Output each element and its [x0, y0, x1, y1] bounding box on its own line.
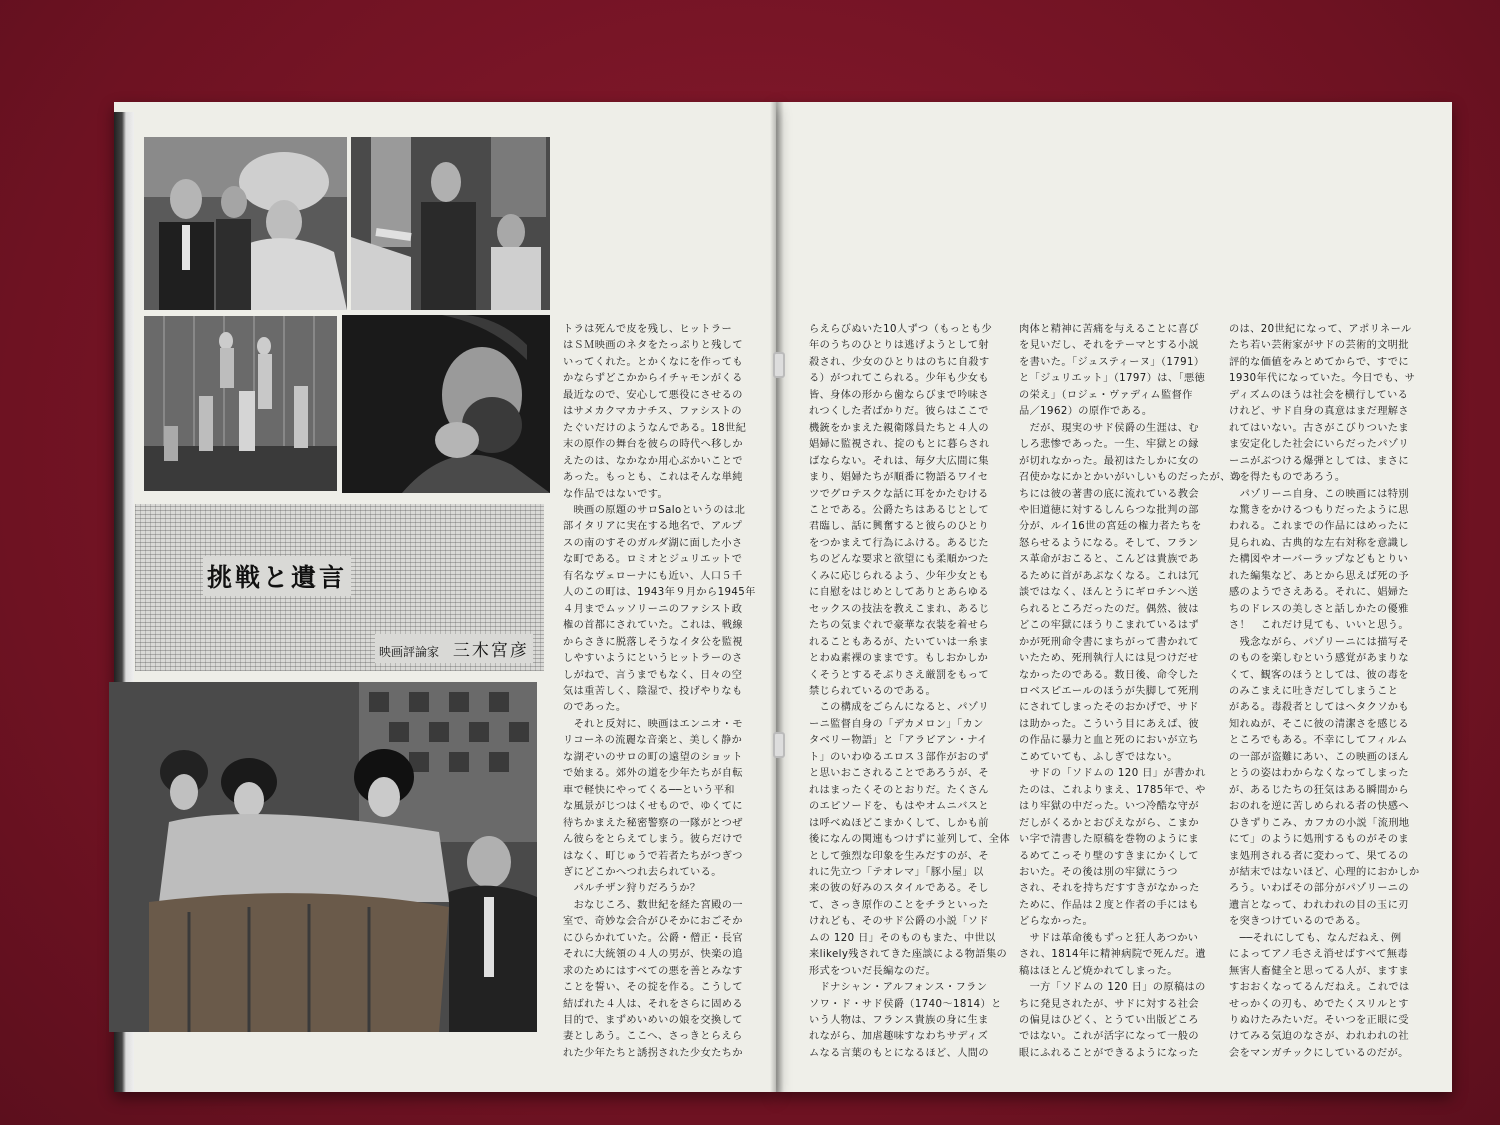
text-line: 娼婦に監視され、掟のもとに暮らされ	[809, 439, 990, 451]
text-line: けれども、そのサド公爵の小説「ソド	[809, 916, 989, 928]
text-line: され、1814年に精神病院で死んだ。遺	[1019, 949, 1206, 961]
photo-man-smoking	[342, 315, 550, 493]
text-line: は助かった。こういう目にあえば、彼	[1019, 718, 1199, 730]
text-line: ん彼らをとらえてしまう。彼らだけで	[563, 834, 743, 846]
photo-men-pointing	[351, 137, 550, 310]
text-line: しがねで、言うまでもなく、日々の空	[563, 669, 743, 681]
text-line: 車で軽快にやってくる──という平和	[563, 784, 735, 796]
text-line: な作品ではないです。	[563, 488, 669, 500]
text-line: のは、20世紀になって、アポリネール	[1229, 324, 1412, 335]
title-box	[135, 504, 544, 671]
text-line: ソワ・ド・サド侯爵（1740〜1814）と	[809, 998, 1002, 1010]
text-line: セックスの技法を教えこまれ、あるじ	[809, 603, 990, 615]
text-line: 当を得たものであろう。	[1229, 472, 1346, 484]
text-line: ちに発見されたが、サドに対する社会	[1019, 998, 1199, 1010]
text-line: ちのドレスの美しさと話しかたの優雅	[1229, 603, 1409, 615]
text-line: まり、娼婦たちが順番に物語るワイセ	[809, 472, 989, 484]
text-line: くみに応じられるよう、少年少女とも	[809, 570, 989, 582]
text-line: は呼べぬほどこまかくして、しかも前	[809, 817, 989, 829]
text-line: からさきに脱落しそうなイタ公を監視	[563, 636, 743, 648]
text-line: 人のこの町は、1943年９月から1945年	[563, 587, 756, 599]
text-line: ト」のいわゆるエロス３部作がおのず	[809, 751, 989, 763]
text-line: ──それにしても、なんだねえ、例	[1229, 932, 1402, 944]
text-line: この構成をごらんになると、パゾリ	[809, 702, 989, 714]
text-line: れつくした者ばかりだ。彼らはここで	[809, 406, 989, 418]
text-line: とうの姿はわからなくなってしまった	[1229, 768, 1409, 780]
text-line: たちの気まぐれで豪華な衣装を着せら	[809, 620, 989, 632]
text-line: ちには彼の著書の底に流れている教会	[1019, 488, 1199, 500]
text-line: ために、作品は２度と作者の手にはも	[1019, 899, 1199, 911]
text-line: のものを楽しむという感覚があまりな	[1229, 653, 1409, 665]
text-line: ところでもある。不幸にしてフィルム	[1229, 735, 1408, 747]
text-line: 年のうちのひとりは逃げようとして射	[809, 340, 989, 352]
text-line: として強烈な印象を生みだすのが、そ	[809, 850, 989, 862]
text-line: 後になんの関連もつけずに並列して、全体	[809, 834, 1010, 846]
text-line: のであった。	[563, 702, 627, 714]
text-line: 談ではなく、ほんとうにギロチンへ送	[1019, 587, 1199, 599]
text-line: の作品に暴力と血と死のにおいが立ち	[1019, 735, 1199, 747]
text-line: おなじころ、数世紀を経た宮殿の一	[563, 899, 743, 911]
text-line: られるところだったのだ。偶然、彼は	[1019, 603, 1199, 615]
text-line: な驚きをかけるつもりだったように思	[1229, 504, 1409, 516]
text-line: だしがくるかとおびえながら、こまか	[1019, 817, 1199, 829]
text-line: によってアノ毛さえ消せばすべて無毒	[1229, 949, 1408, 961]
text-line: りぬけたみたいだ。そいつを正眼に受	[1229, 1015, 1409, 1027]
text-line: それに大統領の４人の男が、快楽の追	[563, 949, 743, 961]
text-line: ス革命がおこると、こんどは貴族であ	[1019, 554, 1199, 566]
text-line: 権の首都にされていた。これは、戦線	[563, 620, 743, 632]
text-line: 分が、ルイ16世の宮廷の権力者たちを	[1019, 521, 1202, 533]
text-line: れた編集など、あとから思えば死の予	[1229, 570, 1409, 582]
text-line: 室で、奇妙な会合がひそかにおごそか	[563, 916, 743, 928]
text-line: ことを誓い、その掟を作る。こうして	[563, 982, 743, 994]
text-line: のエピソードを、もはやオムニバスと	[809, 801, 989, 813]
text-line: らえらびぬいた10人ずつ（もっとも少	[809, 324, 993, 335]
text-line: けてみる気迫のなさが、われわれの社	[1229, 1031, 1409, 1043]
text-line: ばならない。それは、毎夕大広間に集	[809, 455, 989, 467]
text-line: を突きつけているのである。	[1229, 916, 1367, 928]
text-line: 君臨し、話に興奮すると彼らのひとり	[809, 521, 989, 533]
text-line: しろ悲惨であった。一生、牢獄との縁	[1019, 439, 1199, 451]
text-line: 残念ながら、パゾリーニには描写そ	[1229, 636, 1409, 648]
text-line: 有名なヴェローナにも近い、人口５千	[563, 570, 743, 582]
text-line: 遺言となって、われわれの目の玉に刃	[1229, 899, 1409, 911]
text-line: とわぬ素裸のままです。もしおかしか	[809, 653, 989, 665]
text-line: れながら、加虐趣味すなわちサディズ	[809, 1031, 989, 1043]
text-line: 殺され、少女のひとりはのちに自殺す	[809, 356, 990, 368]
text-line: で始まる。郊外の道を少年たちが自転	[563, 768, 743, 780]
text-line: 怒らせるようになる。そして、フラン	[1019, 537, 1199, 549]
text-column-2	[809, 322, 1009, 1062]
text-line: され、それを持ちだすすきがなかった	[1019, 883, 1200, 895]
text-column-1	[563, 322, 763, 1062]
text-line: 末の原作の舞台を彼らの時代へ移しか	[563, 439, 743, 451]
text-line: タベリー物語」と「アラビアン・ナイ	[809, 735, 988, 747]
text-line: 稿はほとんど焼かれてしまった。	[1019, 965, 1178, 977]
text-line: が、あるじたちの狂気はある瞬間から	[1229, 784, 1409, 796]
byline-role: 映画評論家	[379, 645, 440, 659]
staple	[773, 732, 785, 758]
text-line: いってくれた。とかくなにを作っても	[563, 356, 743, 368]
text-line: 気は重苦しく、陰湿で、投げやりなも	[563, 685, 743, 697]
text-line: ちのどんな要求と欲望にも柔順かつた	[809, 554, 989, 566]
text-line: どらなかった。	[1019, 916, 1094, 928]
text-line: パゾリーニ自身、この映画には特別	[1229, 488, 1409, 500]
text-line: れることもあるが、たいていは一糸ま	[809, 636, 989, 648]
text-line: すおおくなってるんだねえ。これでは	[1229, 982, 1410, 994]
text-line: はＳＭ映画のネタをたっぷりと残して	[563, 340, 743, 352]
text-line: ひきずりこみ、カフカの小説「流刑地	[1229, 817, 1410, 829]
text-line: ま安定化した社会にいらだったパゾリ	[1229, 439, 1409, 451]
text-line: 肉体と精神に苦痛を与えることに喜び	[1019, 324, 1199, 335]
text-line: を書いた。「ジュスティーヌ」（1791）	[1019, 356, 1205, 368]
text-line: それと反対に、映画はエンニオ・モ	[563, 718, 743, 730]
text-line: 結ばれた４人は、それをさらに固める	[563, 998, 743, 1010]
left-page	[114, 102, 776, 1092]
text-line: 来likely残されてきた座談による物語集の	[809, 949, 1008, 961]
text-line: 無害人畜健全と思ってる人が、ますま	[1229, 965, 1409, 977]
booklet-spine	[770, 102, 784, 1092]
text-line: ムの 120 日」そのものもまた、中世以	[809, 932, 996, 944]
text-line: ま処刑される者に変わって、果てるの	[1229, 850, 1409, 862]
text-line: 皆、身体の形から歯ならびまで吟味さ	[809, 389, 989, 401]
text-line: な湖ぞいのサロの町の遠望のショット	[563, 751, 743, 763]
text-line: な町である。ロミオとジュリエットで	[563, 554, 743, 566]
text-line: ４月までムッソリーニのファシスト政	[563, 603, 743, 615]
text-line: な風景がじつはくせもので、ゆくてに	[563, 801, 743, 813]
text-line: だが、現実のサド侯爵の生涯は、む	[1019, 422, 1199, 434]
text-line: おいた。その後は別の牢獄にうつ	[1019, 866, 1178, 878]
text-line: はり牢獄の中だった。いつ冷酷な守が	[1019, 801, 1199, 813]
text-line: 機銃をかまえた親衛隊員たちと４人の	[809, 422, 989, 434]
text-line: ツでグロテスクな話に耳をかたむける	[809, 488, 989, 500]
text-line: ろう。いわばその部分がパゾリーニの	[1229, 883, 1409, 895]
text-line: ーニ監督自身の「デカメロン」「カン	[809, 718, 984, 730]
text-line: ことである。公爵たちはあるじとして	[809, 504, 989, 516]
text-line: はサメカクマカナチス、ファシストの	[563, 406, 742, 418]
text-line: が切れなかった。最初はたしかに女の	[1019, 455, 1199, 467]
text-line: にされてしまったそのおかげで、サド	[1019, 702, 1199, 714]
text-line: リコーネの流麗な音楽と、美しく静か	[563, 735, 743, 747]
text-line: る）がつれてこられる。少年も少女も	[809, 373, 989, 385]
text-line: が結末ではないほど、心理的におかしか	[1229, 866, 1420, 878]
booklet	[100, 102, 1452, 1102]
text-line: 品／1962）の原作である。	[1019, 406, 1153, 418]
text-line: 待ちかまえた秘密警察の一隊がとつぜ	[563, 817, 743, 829]
text-line: たち若い芸術家がサドの芸術的文明批	[1229, 340, 1409, 352]
text-line: た構図やオーバーラップなどもとりい	[1229, 554, 1409, 566]
text-line: たのは、これよりまえ、1785年で、や	[1019, 784, 1206, 796]
text-line: かが死刑命令書にまちがって書かれて	[1019, 636, 1199, 648]
text-line: 一方「ソドムの 120 日」の原稿はの	[1019, 982, 1206, 994]
text-line: はなく、町じゅうで若者たちがつぎつ	[563, 850, 743, 862]
text-line: 妻としあう。ここへ、さっきとらえら	[563, 1031, 743, 1043]
text-line: なかったのである。数日後、命令した	[1019, 669, 1199, 681]
text-line: れに先立つ「テオレマ」「豚小屋」以	[809, 866, 984, 878]
text-line: 部イタリアに実在する地名で、アルプ	[563, 521, 743, 533]
text-line: 召使かなにかとかいがいしいものだったが、の	[1019, 472, 1242, 484]
text-line: の一部が盗難にあい、この映画のほん	[1229, 751, 1409, 763]
photo-group-costume	[144, 137, 347, 310]
text-line: ーニがぶつける爆弾としては、まさに	[1229, 455, 1409, 467]
text-line: 禁じられているのである。	[809, 685, 937, 697]
text-line: 目的で、まずめいめいの娘を交換して	[563, 1015, 743, 1027]
text-line: おのれを逆に苦しめられる者の快感へ	[1229, 801, 1409, 813]
text-line: しやすいようにというヒットラーのさ	[563, 653, 743, 665]
byline	[375, 634, 533, 663]
text-line: の栄え」（ロジェ・ヴァディム監督作	[1019, 389, 1193, 401]
text-line: 1930年代になっていた。今日でも、サ	[1229, 373, 1416, 385]
text-line: 感のようでさえある。それに、娼婦た	[1229, 587, 1409, 599]
text-line: い字で清書した原稿を巻物のようにま	[1019, 834, 1199, 846]
text-line: と「ジュリエット」（1797）は、「悪徳	[1019, 373, 1206, 385]
text-line: や旧道徳に対するしんらつな批判の部	[1019, 504, 1199, 516]
text-line: くそうとするそぶりさえ厳罰をもって	[809, 669, 989, 681]
text-line: を見いだし、それをテーマとする小説	[1019, 340, 1199, 352]
text-line: 最近なので、安心して悪役にさせるの	[563, 389, 743, 401]
text-line: ディズムのほうは社会を横行している	[1229, 389, 1409, 401]
text-line: どこの牢獄にほうりこまれているはず	[1019, 620, 1199, 632]
text-line: あった。もっとも、これはそんな単純	[563, 472, 743, 484]
text-line: われる。これまでの作品にはめったに	[1229, 521, 1409, 533]
text-line: 評的な価値をみとめてからで、すでに	[1229, 356, 1409, 368]
text-line: ムなる言葉のもとになるほど、人間の	[809, 1047, 989, 1059]
text-line: 形式をついだ長編なのだ。	[809, 965, 937, 977]
text-line: こめていても、ふしぎではない。	[1019, 751, 1178, 763]
text-line: 眼にふれることができるようになった	[1019, 1047, 1199, 1059]
text-line: 見られぬ、古典的な左右対称を意識し	[1229, 537, 1409, 549]
text-line: くて、観客のほうとしては、彼の毒を	[1229, 669, 1409, 681]
text-line: たぐいだけのようなんである。18世紀	[563, 422, 747, 434]
text-line: 会をマンガチックにしているのだが。	[1229, 1047, 1409, 1059]
text-line: ドナシャン・アルフォンス・フラン	[809, 982, 988, 994]
text-line: トラは死んで皮を残し、ヒットラー	[563, 324, 733, 335]
text-line: がある。毒殺者としてはヘタクソかも	[1229, 702, 1409, 714]
text-line: をつかまえて行為にふける。あるじた	[809, 537, 989, 549]
text-line: さ！ これだけ見ても、いいと思う。	[1229, 620, 1409, 632]
text-line: いう人物は、フランス貴族の身に生ま	[809, 1015, 989, 1027]
text-line: の偏見はひどく、とうてい出版どころ	[1019, 1015, 1199, 1027]
staple	[773, 352, 785, 378]
article-title: 挑戦と遺言	[203, 556, 351, 596]
text-line: れた少年たちと誘拐された少女たちか	[563, 1047, 743, 1059]
text-column-4	[1229, 322, 1434, 1062]
text-line: るめてこっそり壁のすきまにかくして	[1019, 850, 1199, 862]
byline-name: 三木宮彦	[452, 641, 529, 661]
text-line: サドの「ソドムの 120 日」が書かれ	[1019, 768, 1206, 780]
text-line: えたのは、なかなか用心ぶかいことで	[563, 455, 743, 467]
text-line: れてはいない。古さがこびりついたま	[1229, 422, 1409, 434]
text-line: ぎにどこかへつれ去られている。	[563, 866, 722, 878]
text-line: かならずどこかからイチャモンがくる	[563, 373, 743, 385]
text-line: にひらかれていた。公爵・僧正・長官	[563, 932, 743, 944]
text-line: 知れぬが、そこに彼の清潔さを感じる	[1229, 718, 1409, 730]
text-line: スの南のすそのガルダ湖に面した小さ	[563, 537, 743, 549]
text-line: にて」のように処刑するものがそのま	[1229, 834, 1409, 846]
text-line: ではない。これが活字になって一般の	[1019, 1031, 1199, 1043]
text-line: のみこまえに吐きだしてしまうこと	[1229, 685, 1399, 697]
photo-girls-bathing	[109, 682, 537, 1032]
text-line: て、さっき原作のことをチラといった	[809, 899, 989, 911]
text-column-3	[1019, 322, 1242, 1062]
text-line: に自慰をはじめとしてありとあらゆる	[809, 587, 989, 599]
text-line: るために首があぶなくなる。これは冗	[1019, 570, 1199, 582]
text-line: パルチザン狩りだろうか？	[563, 883, 701, 895]
text-line: いたため、死刑執行人には見つけだせ	[1019, 653, 1199, 665]
photo-stage-scene	[144, 316, 337, 491]
text-line: 映画の原題のサロSaloというのは北	[563, 504, 746, 516]
text-line: れはまったくそのとおりだ。たくさん	[809, 784, 989, 796]
text-line: 求のためにはすべての悪を善とみなす	[563, 965, 743, 977]
text-line: 来の彼の好みのスタイルである。そし	[809, 883, 989, 895]
text-line: けれど、サド自身の真意はまだ理解さ	[1229, 406, 1409, 418]
text-line: サドは革命後もずっと狂人あつかい	[1019, 932, 1199, 944]
text-line: と思いおこされることであろうが、そ	[809, 768, 989, 780]
text-line: せっかくの刃も、めでたくスリルとす	[1229, 998, 1409, 1010]
text-line: ロベスピエールのほうが失脚して死刑	[1019, 685, 1199, 697]
